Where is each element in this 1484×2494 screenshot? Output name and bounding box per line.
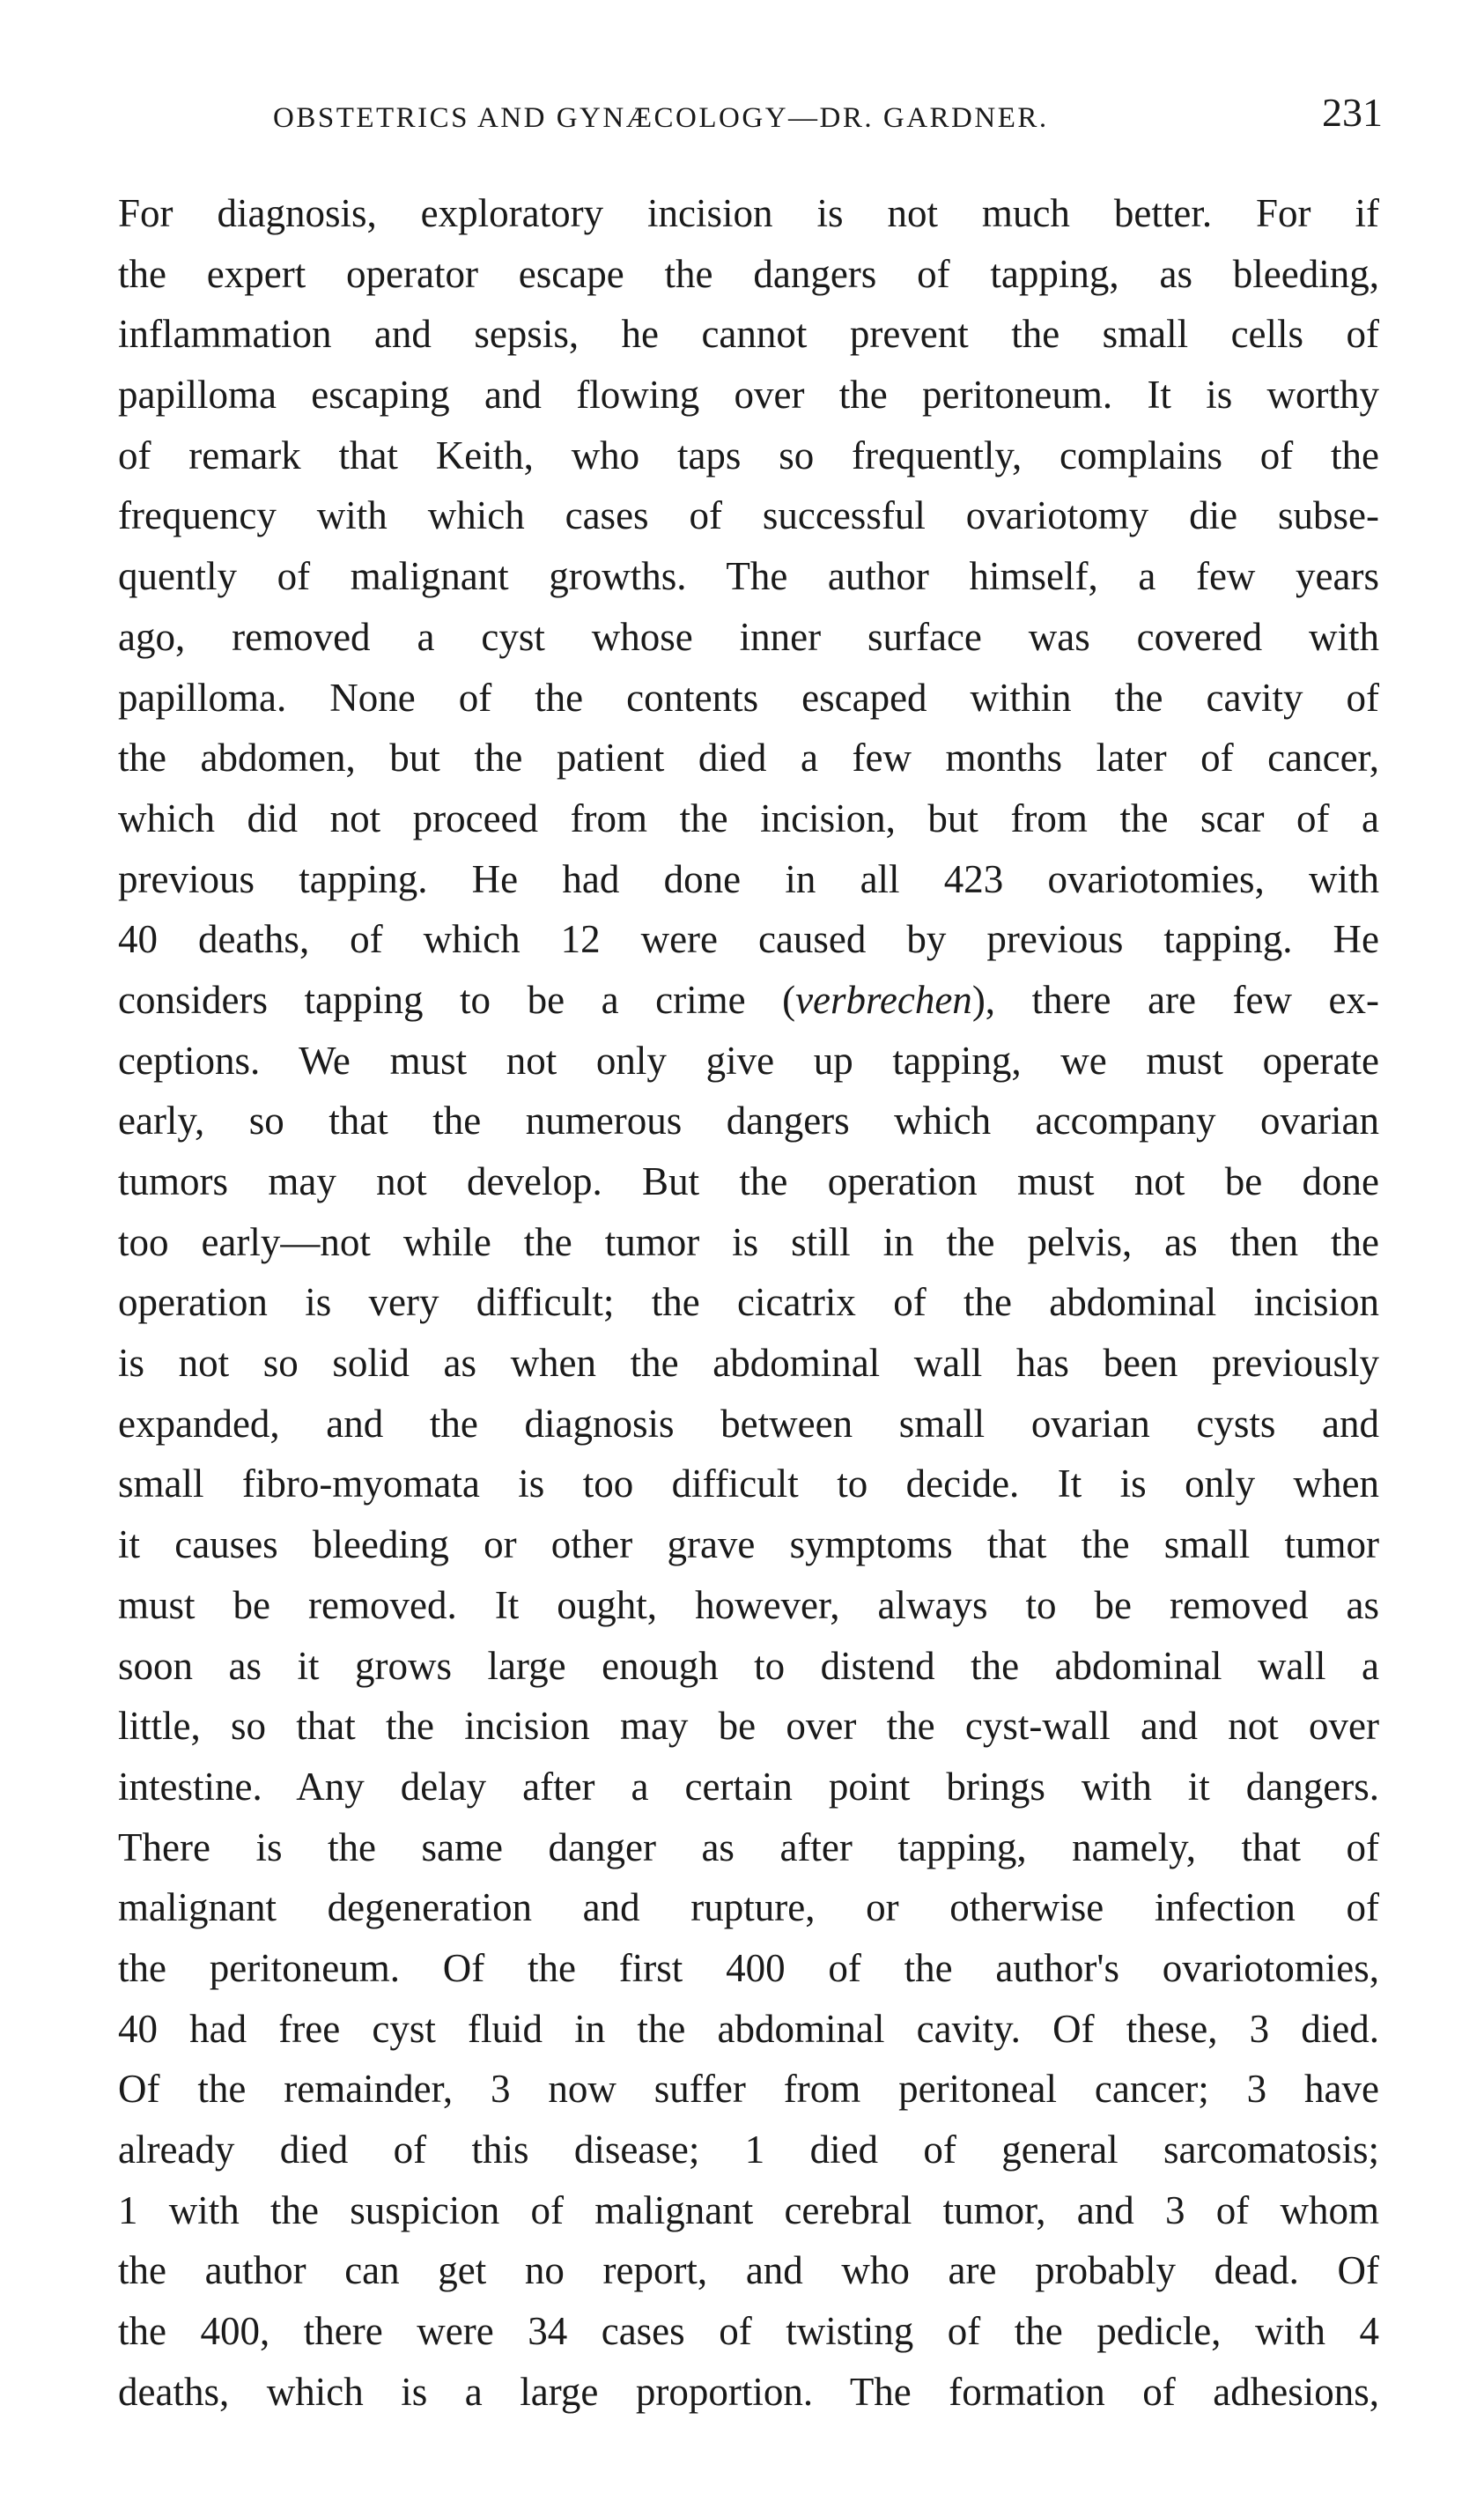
text-line: must be removed. It ought, however, always to be removed as — [118, 1582, 1379, 1627]
text-line: the author can get no report, and who are probably dead. Of — [118, 2248, 1379, 2293]
text-line: small fibro-myomata is too difficult to decide. It is only when — [118, 1462, 1379, 1506]
text-line: frequency with which cases of successful ovariotomy die subse- — [118, 493, 1379, 538]
text-line: papilloma. None of the contents escaped within the cavity of — [118, 675, 1379, 720]
text-line: soon as it grows large enough to distend the abdominal wall a — [118, 1643, 1379, 1688]
text-line: Of the remainder, 3 now suffer from peritoneal cancer; 3 have — [118, 2067, 1379, 2112]
text-line: 40 had free cyst fluid in the abdominal cavity. Of these, 3 died. — [118, 2006, 1379, 2051]
text-line: inflammation and sepsis, he cannot prevent the small cells of — [118, 312, 1379, 357]
text-line: is not so solid as when the abdominal wall has been previously — [118, 1341, 1379, 1386]
text-line: malignant degeneration and rupture, or otherwise infection of — [118, 1885, 1379, 1930]
text-line: expanded, and the diagnosis between small ovarian cysts and — [118, 1401, 1379, 1446]
text-line: ceptions. We must not only give up tapping, we must operate — [118, 1038, 1379, 1083]
page-number: 231 — [1322, 90, 1383, 135]
text-line: papilloma escaping and flowing over the peritoneum. It is worthy — [118, 373, 1379, 418]
text-line: the expert operator escape the dangers of tapping, as bleeding, — [118, 251, 1379, 296]
text-line: There is the same danger as after tapping, namely, that of — [118, 1824, 1379, 1869]
text-line: of remark that Keith, who taps so frequently, complains of the — [118, 433, 1379, 477]
text-line: deaths, which is a large proportion. The formation of adhesions, — [118, 2369, 1379, 2414]
text-line: ago, removed a cyst whose inner surface was covered with — [118, 614, 1379, 659]
text-line: early, so that the numerous dangers which accompany ovarian — [118, 1099, 1379, 1143]
text-line: already died of this disease; 1 died of general sarcomatosis; — [118, 2128, 1379, 2172]
text-line: 40 deaths, of which 12 were caused by previous tapping. He — [118, 917, 1379, 962]
text-line: tumors may not develop. But the operation must not be done — [118, 1159, 1379, 1203]
running-head: OBSTETRICS AND GYNÆCOLOGY—DR. GARDNER. — [273, 102, 1049, 134]
text-line: the 400, there were 34 cases of twisting of the pedicle, with 4 — [118, 2309, 1379, 2354]
body-text — [118, 183, 1379, 2422]
text-line: the abdomen, but the patient died a few months later of cancer, — [118, 736, 1379, 781]
text-line: operation is very difficult; the cicatrix of the abdominal incision — [118, 1280, 1379, 1325]
text-line: which did not proceed from the incision, but from the scar of a — [118, 796, 1379, 840]
italic-term: verbrechen — [795, 977, 972, 1022]
text-line: 1 with the suspicion of malignant cerebral tumor, and 3 of whom — [118, 2187, 1379, 2232]
text-line: it causes bleeding or other grave symptoms that the small tumor — [118, 1522, 1379, 1567]
text-line: intestine. Any delay after a certain point brings with it dangers. — [118, 1764, 1379, 1809]
text-line: quently of malignant growths. The author himself, a few years — [118, 554, 1379, 599]
text-line: For diagnosis, exploratory incision is not much better. For if — [118, 191, 1379, 235]
text-line: the peritoneum. Of the first 400 of the author's ovariotomies, — [118, 1945, 1379, 1990]
text-line: previous tapping. He had done in all 423 ovariotomies, with — [118, 856, 1379, 901]
text-line: too early—not while the tumor is still in the pelvis, as then the — [118, 1219, 1379, 1264]
text-line: little, so that the incision may be over the cyst-wall and not over — [118, 1704, 1379, 1749]
text-line: considers tapping to be a crime (verbrechen), there are few ex- — [118, 977, 1379, 1022]
